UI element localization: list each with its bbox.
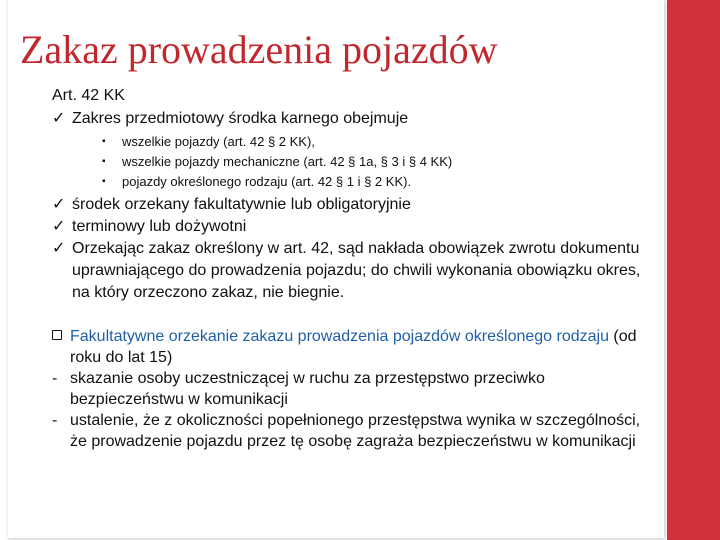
square-bullet-icon: ▪ <box>102 136 106 147</box>
check-item <box>52 108 652 130</box>
check-item <box>52 216 652 238</box>
optional-ban-lead: Fakultatywne orzekanie zakazu prowadzenia pojazdów określonego rodzaju <box>70 328 609 345</box>
slide-title: Zakaz prowadzenia pojazdów <box>20 27 498 72</box>
checkmark-icon: ✓ <box>52 240 66 257</box>
square-bullet-icon: ▪ <box>102 156 106 167</box>
sub-item <box>52 172 652 192</box>
dash-item-text: skazanie osoby uczestniczącej w ruchu za przestępstwo przeciwko bezpieczeństwu w komunikacji <box>70 370 545 408</box>
check-item-text: terminowy lub dożywotni <box>72 218 247 235</box>
sub-item-text: wszelkie pojazdy mechaniczne (art. 42 § 1a, § 3 i § 4 KK) <box>122 154 453 169</box>
sub-item-text: pojazdy określonego rodzaju (art. 42 § 1 i § 2 KK). <box>122 174 412 189</box>
hollow-square-bullet-icon <box>52 330 62 340</box>
spacer <box>52 304 652 326</box>
dash-bullet-icon: - <box>52 370 58 387</box>
check-item-text: Zakres przedmiotowy środka karnego obejmuje <box>72 110 409 127</box>
square-bullet-icon: ▪ <box>102 176 106 187</box>
optional-ban-item <box>52 326 652 368</box>
dash-item-text: ustalenie, że z okoliczności popełnionego przestępstwa wynika w szczególności, że prowadzenie pojazdu przez tę osobę zagraża bezpieczeństwu w komunikacji <box>70 412 641 450</box>
checkmark-icon: ✓ <box>52 218 66 235</box>
article-heading: Art. 42 KK <box>52 87 125 104</box>
check-item <box>52 238 652 304</box>
checkmark-icon: ✓ <box>52 196 66 213</box>
dash-bullet-icon: - <box>52 412 58 429</box>
check-item-text: Orzekając zakaz określony w art. 42, sąd nakłada obowiązek zwrotu dokumentu uprawniającego do prowadzenia pojazdu; do chwili wykonania obowiązku okres, na który orzeczono zakaz, nie biegnie. <box>72 240 641 301</box>
optional-ban-range: (od roku do lat 15) <box>70 328 637 366</box>
dash-item <box>52 410 652 452</box>
sub-item-text: wszelkie pojazdy (art. 42 § 2 KK), <box>122 134 315 149</box>
sub-item <box>52 132 652 152</box>
check-item <box>52 194 652 216</box>
slide-content <box>52 86 652 452</box>
dash-item <box>52 368 652 410</box>
checkmark-icon: ✓ <box>52 110 66 127</box>
sub-item <box>52 152 652 172</box>
sub-list <box>52 132 652 192</box>
check-item-text: środek orzekany fakultatywnie lub obligatoryjnie <box>72 196 411 213</box>
accent-bar <box>667 0 720 540</box>
